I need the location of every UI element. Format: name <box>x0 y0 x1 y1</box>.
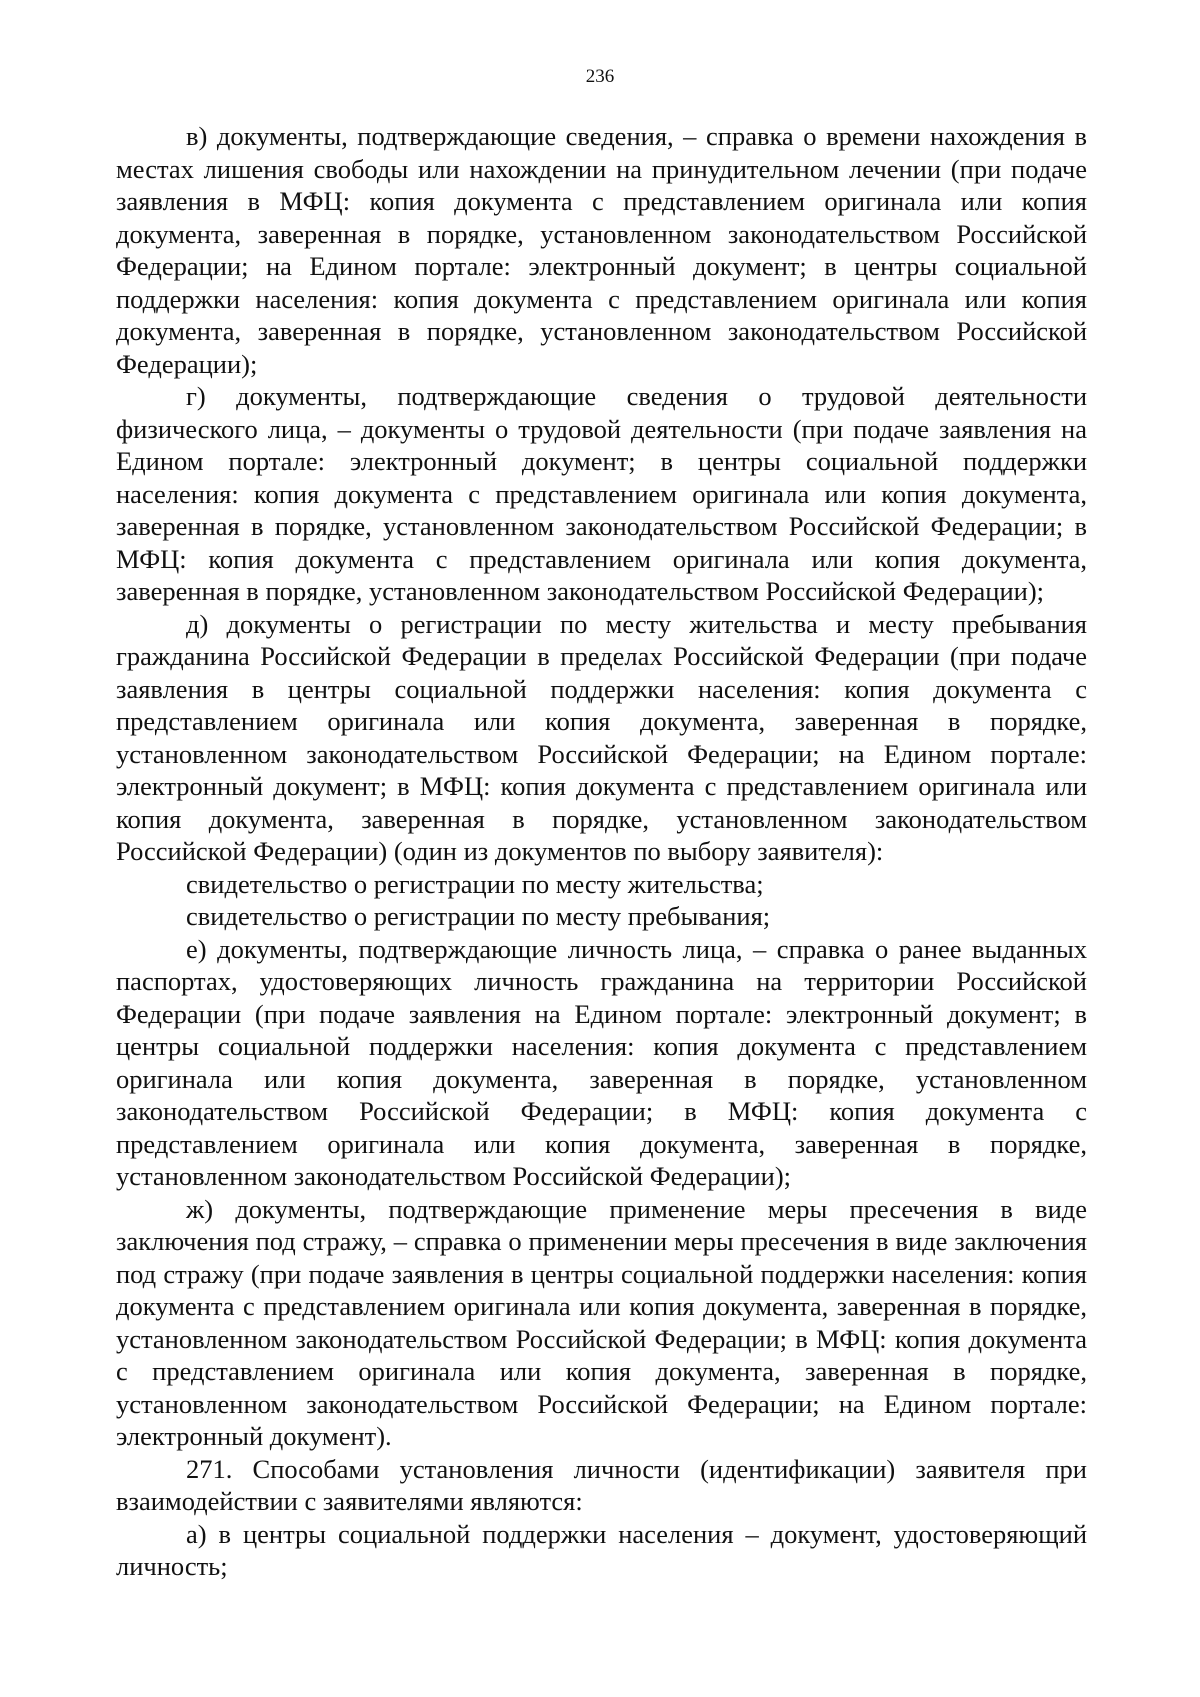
paragraph-v-documents-detention: в) документы, подтверждающие сведения, – справка о времени нахождения в местах лишения свободы или нахождении на принудительном лечении (при подаче заявления в МФЦ: копия документа с представлением оригинала или копия документа, заверенная в порядке, установленном законодательством Российской Федерации; на Едином портале: электронный документ; в центры социальной поддержки населения: копия документа с представлением оригинала или копия документа, заверенная в порядке, установленном законодательством Российской Федерации); <box>116 121 1087 379</box>
list-item-stay-certificate: свидетельство о регистрации по месту пребывания; <box>186 901 771 931</box>
paragraph-g-documents-employment: г) документы, подтверждающие сведения о трудовой деятельности физического лица, – документы о трудовой деятельности (при подаче заявления на Едином портале: электронный документ; в центры социальной поддержки населения: копия документа с представлением оригинала или копия документа, заверенная в порядке, установленном законодательством Российской Федерации; в МФЦ: копия документа с представлением оригинала или копия документа, заверенная в порядке, установленном законодательством Российской Федерации); <box>116 381 1087 606</box>
document-body <box>116 120 1087 1583</box>
paragraph-e-documents-identity: е) документы, подтверждающие личность лица, – справка о ранее выданных паспортах, удостоверяющих личность гражданина на территории Российской Федерации (при подаче заявления на Едином портале: электронный документ; в центры социальной поддержки населения: копия документа с представлением оригинала или копия документа, заверенная в порядке, установленном законодательством Российской Федерации; в МФЦ: копия документа с представлением оригинала или копия документа, заверенная в порядке, установленном законодательством Российской Федерации); <box>116 933 1087 1191</box>
paragraph-a-social-support-centers: а) в центры социальной поддержки населения – документ, удостоверяющий личность; <box>116 1518 1087 1581</box>
paragraph-d-documents-registration: д) документы о регистрации по месту жительства и месту пребывания гражданина Российской Федерации в пределах Российской Федерации (при подаче заявления в центры социальной поддержки населения: копия документа с представлением оригинала или копия документа, заверенная в порядке, установленном законодательством Российской Федерации; на Едином портале: электронный документ; в МФЦ: копия документа с представлением оригинала или копия документа, заверенная в порядке, установленном законодательством Российской Федерации) (один из документов по выбору заявителя): <box>116 608 1087 866</box>
paragraph-zh-documents-custody: ж) документы, подтверждающие применение меры пресечения в виде заключения под стражу, – справка о применении меры пресечения в виде заключения под стражу (при подаче заявления в центры социальной поддержки населения: копия документа с представлением оригинала или копия документа, заверенная в порядке, установленном законодательством Российской Федерации; в МФЦ: копия документа с представлением оригинала или копия документа, заверенная в порядке, установленном законодательством Российской Федерации; на Едином портале: электронный документ). <box>116 1193 1087 1451</box>
page-number: 236 <box>585 66 615 87</box>
paragraph-271-identification-methods: 271. Способами установления личности (идентификации) заявителя при взаимодействии с заявителями являются: <box>116 1453 1087 1516</box>
list-item-residence-certificate: свидетельство о регистрации по месту жительства; <box>186 868 764 899</box>
